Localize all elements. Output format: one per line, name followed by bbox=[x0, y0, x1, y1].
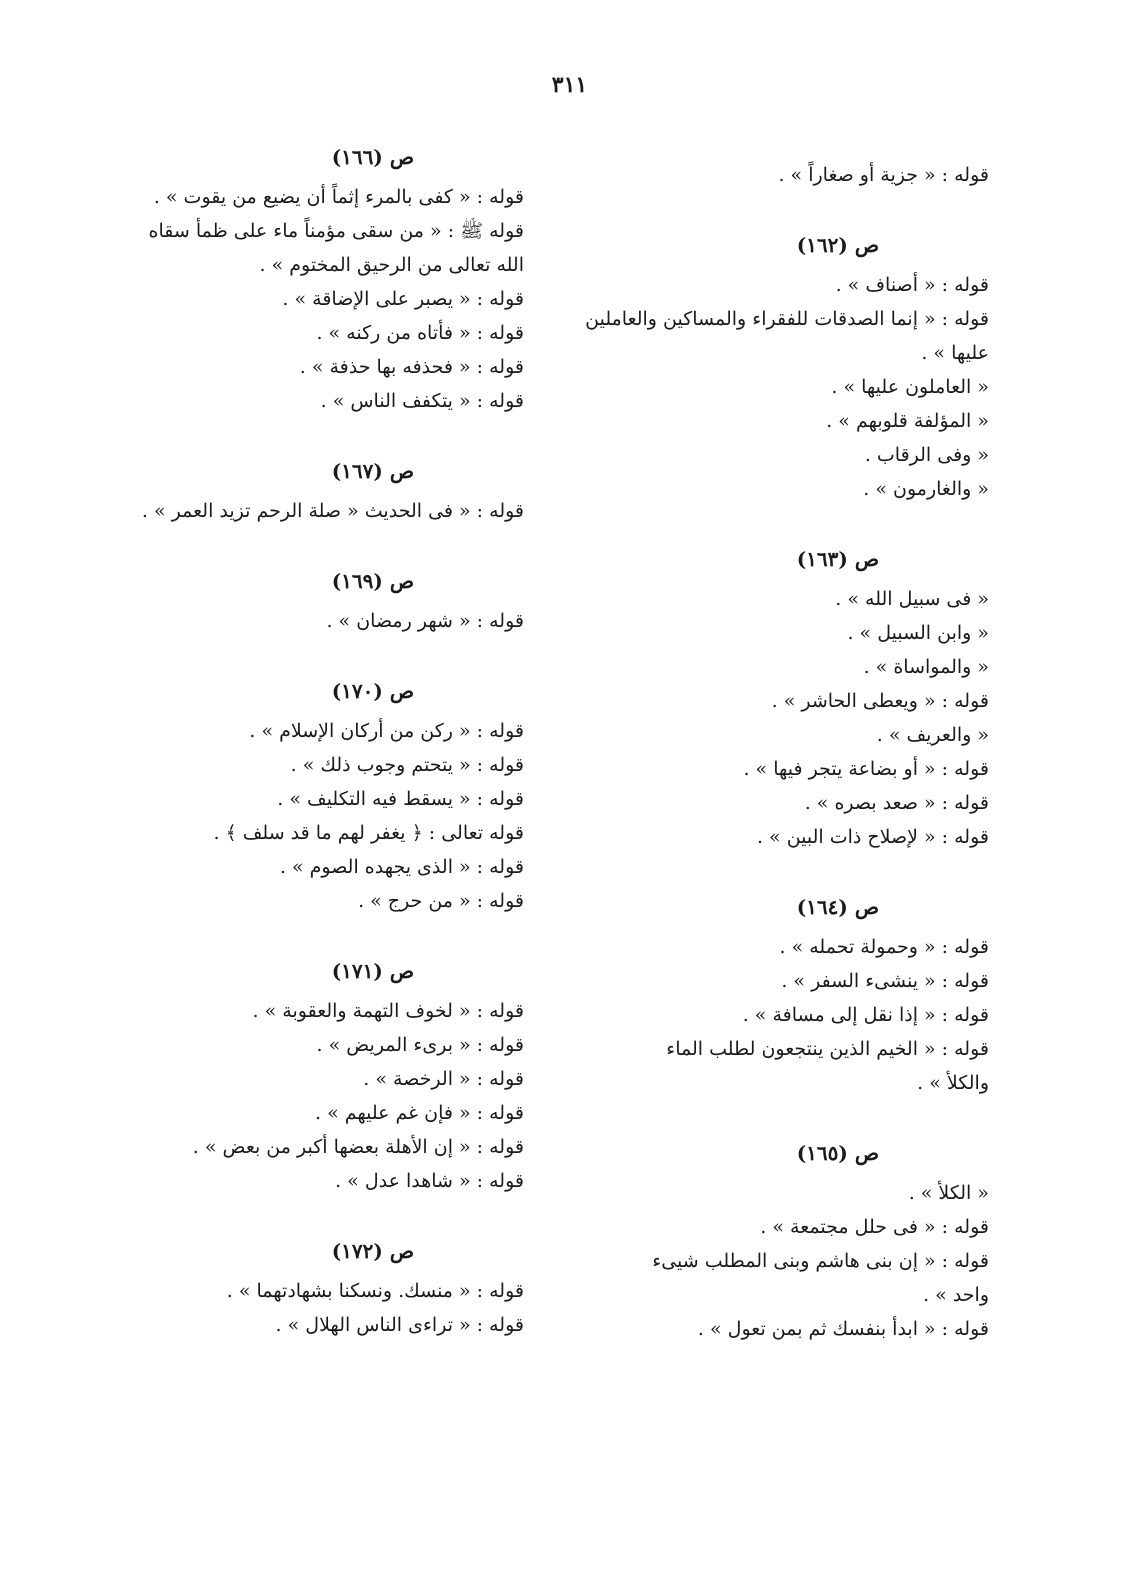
text-line: « وابن السبيل » . bbox=[847, 622, 989, 644]
section-heading: ص (١٦٢) bbox=[796, 233, 879, 257]
text-line: قوله : « فحذفه بها حذفة » . bbox=[299, 356, 524, 378]
section bbox=[104, 564, 524, 638]
text-line: قوله : « فإن غم عليهم » . bbox=[314, 1102, 524, 1124]
text-line: « فى سبيل الله » . bbox=[835, 588, 989, 610]
section-heading: ص (١٦٧) bbox=[331, 459, 414, 483]
text-line: قوله : « إن الأهلة بعضها أكبر من بعض » . bbox=[192, 1136, 524, 1158]
text-line: « والغارمون » . bbox=[863, 478, 989, 500]
text-line: قوله تعالى : ﴿ يغفر لهم ما قد سلف ﴾ . bbox=[213, 822, 524, 844]
text-line: قوله ﷺ : « من سقى مؤمناً ماء على ظمأ سقاه bbox=[148, 220, 524, 242]
text-line: قوله : « إذا نقل إلى مسافة » . bbox=[742, 1004, 989, 1026]
text-line: قوله : « فى الحديث « صلة الرحم تزيد العمر » . bbox=[141, 500, 524, 522]
text-line: « وفى الرقاب . bbox=[864, 444, 989, 466]
section bbox=[104, 674, 524, 918]
text-line: « العاملون عليها » . bbox=[831, 376, 989, 398]
section bbox=[559, 158, 989, 192]
text-line: قوله : « الرخصة » . bbox=[363, 1068, 524, 1090]
section bbox=[559, 890, 989, 1100]
right-column bbox=[559, 158, 989, 1382]
text-line: الله تعالى من الرحيق المختوم » . bbox=[259, 254, 524, 276]
section-heading: ص (١٦٤) bbox=[796, 895, 879, 919]
text-line: قوله : « وحمولة تحمله » . bbox=[779, 936, 989, 958]
text-line: قوله : « صعد بصره » . bbox=[804, 792, 989, 814]
text-line: قوله : « شهر رمضان » . bbox=[326, 610, 524, 632]
section bbox=[104, 954, 524, 1198]
text-line: « والعريف » . bbox=[876, 724, 989, 746]
text-line: قوله : « كفى بالمرء إثماً أن يضيع من يقوت » . bbox=[153, 186, 524, 208]
text-line: قوله : « فى حلل مجتمعة » . bbox=[760, 1216, 989, 1238]
page-number: ٣١١ bbox=[551, 72, 588, 98]
text-line: « المؤلفة قلوبهم » . bbox=[826, 410, 989, 432]
text-line: قوله : « ركن من أركان الإسلام » . bbox=[249, 720, 524, 742]
text-line: قوله : « فأتاه من ركنه » . bbox=[316, 322, 524, 344]
text-line: عليها » . bbox=[921, 342, 989, 364]
left-column bbox=[104, 140, 524, 1378]
text-line: قوله : « إنما الصدقات للفقراء والمساكين والعاملين bbox=[585, 308, 989, 330]
text-line: قوله : « يصبر على الإضاقة » . bbox=[282, 288, 524, 310]
section-heading: ص (١٦٩) bbox=[331, 569, 414, 593]
text-line: قوله : « يتكفف الناس » . bbox=[320, 390, 524, 412]
text-line: قوله : « يتحتم وجوب ذلك » . bbox=[290, 754, 524, 776]
text-line: قوله : « ويعطى الحاشر » . bbox=[771, 690, 989, 712]
section bbox=[559, 1136, 989, 1346]
text-line: قوله : « أو بضاعة يتجر فيها » . bbox=[743, 758, 989, 780]
text-line: قوله : « إن بنى هاشم وبنى المطلب شيىء bbox=[652, 1250, 989, 1272]
section-heading: ص (١٧٠) bbox=[331, 679, 414, 703]
text-line: قوله : « الذى يجهده الصوم » . bbox=[279, 856, 524, 878]
text-line: قوله : « ينشىء السفر » . bbox=[781, 970, 989, 992]
section-heading: ص (١٧١) bbox=[331, 959, 414, 983]
section bbox=[104, 140, 524, 418]
text-line: « والمواساة » . bbox=[863, 656, 989, 678]
section bbox=[104, 1234, 524, 1342]
text-line: قوله : « برىء المريض » . bbox=[316, 1034, 524, 1056]
text-line: قوله : « ابدأ بنفسك ثم بمن تعول » . bbox=[697, 1318, 989, 1340]
section bbox=[559, 228, 989, 506]
text-line: والكلأ » . bbox=[917, 1072, 989, 1094]
section-heading: ص (١٧٢) bbox=[331, 1239, 414, 1263]
section-heading: ص (١٦٥) bbox=[796, 1141, 879, 1165]
text-line: قوله : « لخوف التهمة والعقوبة » . bbox=[252, 1000, 524, 1022]
text-line: قوله : « شاهدا عدل » . bbox=[335, 1170, 524, 1192]
text-line: واحد » . bbox=[923, 1284, 989, 1306]
text-line: قوله : « من حرج » . bbox=[358, 890, 524, 912]
text-line: قوله : « تراءى الناس الهلال » . bbox=[275, 1314, 524, 1336]
section bbox=[104, 454, 524, 528]
text-line: قوله : « لإصلاح ذات البين » . bbox=[756, 826, 989, 848]
text-line: قوله : « الخيم الذين ينتجعون لطلب الماء bbox=[666, 1038, 989, 1060]
text-line: قوله : « يسقط فيه التكليف » . bbox=[277, 788, 524, 810]
text-line: قوله : « منسك. ونسكنا بشهادتهما » . bbox=[226, 1280, 524, 1302]
text-line: « الكلأ » . bbox=[908, 1182, 989, 1204]
section bbox=[559, 542, 989, 854]
text-line: قوله : « أصناف » . bbox=[835, 274, 989, 296]
section-heading: ص (١٦٦) bbox=[331, 145, 414, 169]
text-line: قوله : « جزية أو صغاراً » . bbox=[778, 164, 989, 186]
section-heading: ص (١٦٣) bbox=[796, 547, 879, 571]
